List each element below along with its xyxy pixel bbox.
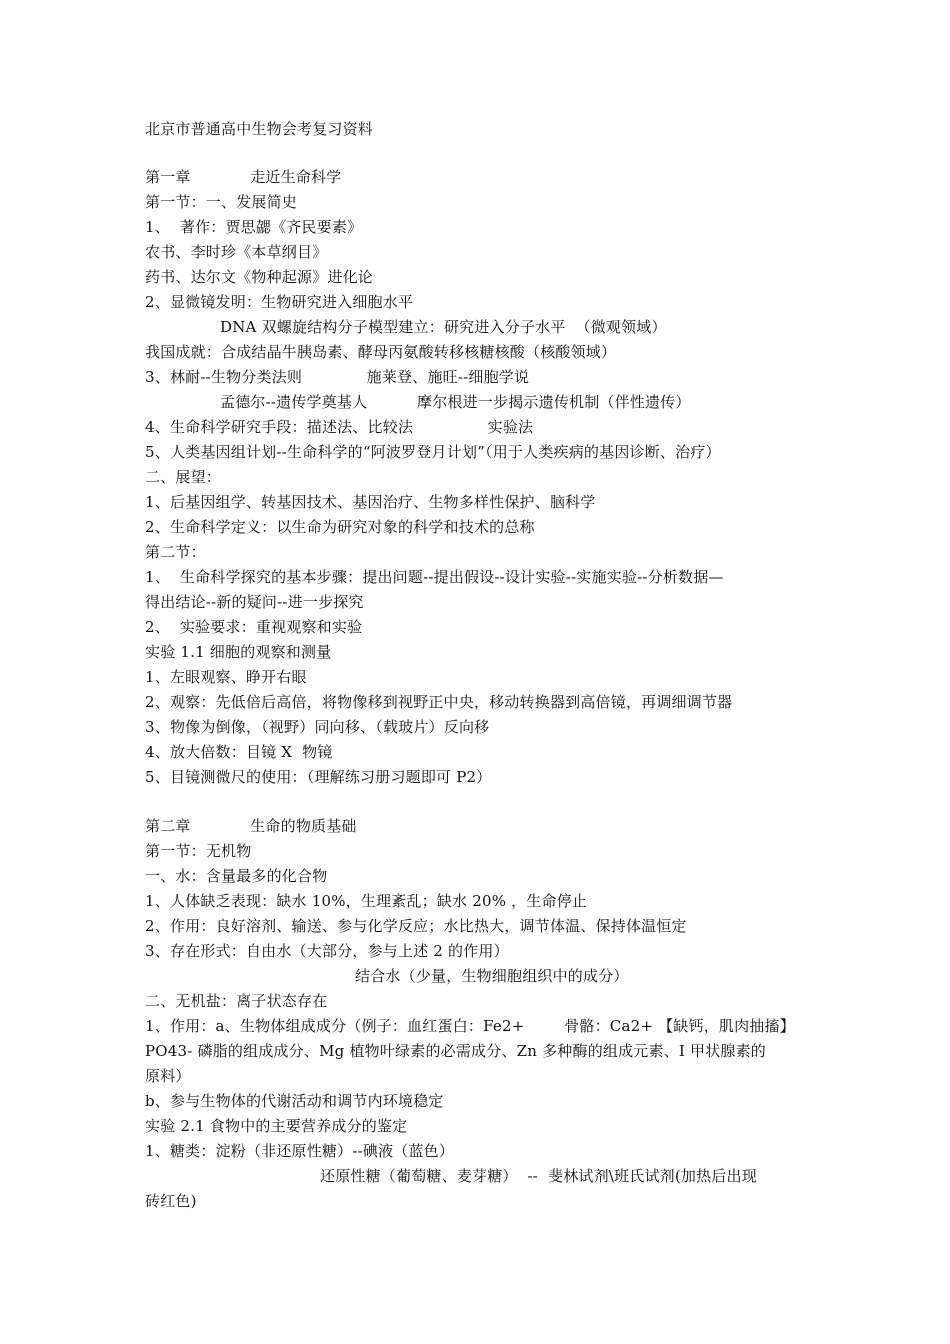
text-line: 实验 1.1 细胞的观察和测量 bbox=[145, 643, 332, 661]
text-line: 一、水：含量最多的化合物 bbox=[145, 867, 328, 885]
text-line: 4、放大倍数：目镜 X 物镜 bbox=[145, 743, 333, 761]
text-line: 5、人类基因组计划--生命科学的“阿波罗登月计划”（用于人类疾病的基因诊断、治疗） bbox=[145, 443, 721, 461]
text-line: 1、人体缺乏表现：缺水 10%，生理紊乱；缺水 20% ，生命停止 bbox=[145, 892, 588, 910]
text-line: PO43- 磷脂的组成成分、Mg 植物叶绿素的必需成分、Zn 多种酶的组成元素、I 甲状腺素的 bbox=[145, 1042, 766, 1060]
text-line: 2、观察：先低倍后高倍，将物像移到视野正中央，移动转换器到高倍镜，再调细调节器 bbox=[145, 693, 733, 711]
text-line: 1、作用：a、生物体组成成分（例子：血红蛋白：Fe2+ 骨骼：Ca2+ 【缺钙，肌肉抽搐】 bbox=[145, 1017, 795, 1035]
chapter-heading: 第二章 生命的物质基础 bbox=[145, 817, 357, 835]
text-line: 2、作用：良好溶剂、输送、参与化学反应；水比热大，调节体温、保持体温恒定 bbox=[145, 917, 687, 935]
document-title: 北京市普通高中生物会考复习资料 bbox=[145, 120, 374, 138]
text-line: 1、后基因组学、转基因技术、基因治疗、生物多样性保护、脑科学 bbox=[145, 493, 596, 511]
text-line: 药书、达尔文《物种起源》进化论 bbox=[145, 268, 374, 286]
text-line: 第一节：无机物 bbox=[145, 842, 252, 860]
text-line: 结合水（少量，生物细胞组织中的成分） bbox=[355, 967, 629, 985]
text-line: 1、 著作：贾思勰《齐民要素》 bbox=[145, 218, 363, 236]
text-line: 砖红色) bbox=[145, 1192, 197, 1210]
text-line: 我国成就：合成结晶牛胰岛素、酵母丙氨酸转移核糖核酸（核酸领域） bbox=[145, 343, 617, 361]
text-line: 二、展望： bbox=[145, 468, 222, 486]
text-line: 2、生命科学定义：以生命为研究对象的科学和技术的总称 bbox=[145, 518, 535, 536]
text-line: 1、左眼观察、睁开右眼 bbox=[145, 668, 307, 686]
text-line: 第一节：一、发展简史 bbox=[145, 193, 298, 211]
chapter-heading: 第一章 走近生命科学 bbox=[145, 168, 342, 186]
text-line: 3、林耐--生物分类法则 施莱登、施旺--细胞学说 bbox=[145, 368, 530, 386]
text-line: 3、存在形式：自由水（大部分，参与上述 2 的作用） bbox=[145, 942, 509, 960]
text-line: 农书、李时珍《本草纲目》 bbox=[145, 243, 328, 261]
text-line: 还原性糖（葡萄糖、麦芽糖） -- 斐林试剂\班氏试剂(加热后出现 bbox=[320, 1167, 757, 1185]
text-line: 4、生命科学研究手段：描述法、比较法 实验法 bbox=[145, 418, 534, 436]
text-line: 实验 2.1 食物中的主要营养成分的鉴定 bbox=[145, 1117, 408, 1135]
text-line: DNA 双螺旋结构分子模型建立：研究进入分子水平 （微观领域） bbox=[220, 318, 667, 336]
text-line: 5、目镜测微尺的使用：（理解练习册习题即可 P2） bbox=[145, 768, 492, 786]
text-line: 3、物像为倒像，（视野）同向移、（载玻片）反向移 bbox=[145, 718, 490, 736]
text-line: 第二节： bbox=[145, 543, 206, 561]
text-line: 1、 生命科学探究的基本步骤：提出问题--提出假设--设计实验--实施实验--分析数据— bbox=[145, 568, 724, 586]
text-line: 孟德尔--遗传学奠基人 摩尔根进一步揭示遗传机制（伴性遗传） bbox=[220, 393, 691, 411]
text-line: 2、显微镜发明：生物研究进入细胞水平 bbox=[145, 293, 414, 311]
text-line: 1、糖类：淀粉（非还原性糖）--碘液（蓝色） bbox=[145, 1142, 455, 1160]
text-line: 2、 实验要求：重视观察和实验 bbox=[145, 618, 363, 636]
text-line: b、参与生物体的代谢活动和调节内环境稳定 bbox=[145, 1092, 444, 1110]
text-line: 二、无机盐：离子状态存在 bbox=[145, 992, 328, 1010]
text-line: 原料） bbox=[145, 1067, 191, 1085]
text-line: 得出结论--新的疑问--进一步探究 bbox=[145, 593, 364, 611]
